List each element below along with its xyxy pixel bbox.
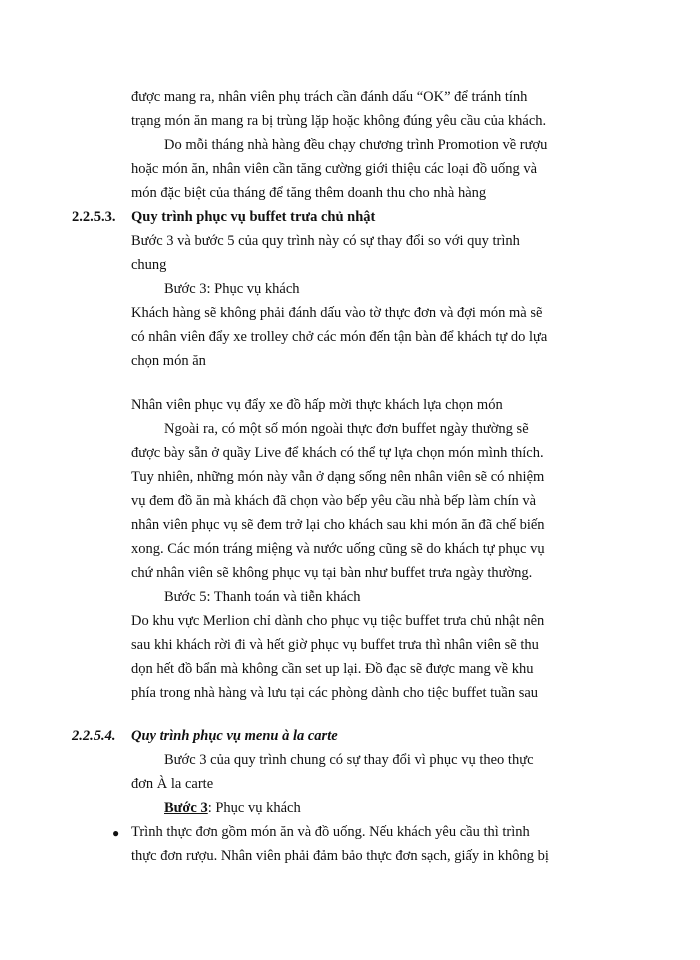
step-heading: Bước 3: Phục vụ khách bbox=[164, 281, 300, 297]
paragraph-line: chung bbox=[131, 257, 167, 273]
paragraph-line: món đặc biệt của tháng để tăng thêm doanh thu cho nhà hàng bbox=[131, 185, 487, 201]
paragraph-line: dọn hết đồ bẩn mà không cần set up lại. Đồ đạc sẽ được mang về khu bbox=[131, 661, 534, 677]
paragraph-line: Tuy nhiên, những món này vẫn ở dạng sống nên nhân viên sẽ có nhiệm bbox=[131, 469, 545, 485]
step-label: Bước 3 bbox=[164, 800, 208, 816]
paragraph-line: xong. Các món tráng miệng và nước uống cũng sẽ do khách tự phục vụ bbox=[131, 541, 545, 557]
step-heading-rest: : Phục vụ khách bbox=[207, 800, 301, 816]
paragraph-line: có nhân viên đẩy xe trolley chở các món đến tận bàn để khách tự do lựa bbox=[131, 329, 548, 345]
image-caption: Nhân viên phục vụ đẩy xe đồ hấp mời thực khách lựa chọn món bbox=[131, 397, 503, 413]
paragraph-line: chọn món ăn bbox=[131, 353, 206, 369]
section-title: Quy trình phục vụ menu à la carte bbox=[131, 728, 338, 744]
paragraph-line: sau khi khách rời đi và hết giờ phục vụ buffet trưa thì nhân viên sẽ thu bbox=[131, 637, 539, 653]
section-number: 2.2.5.3. bbox=[72, 209, 116, 225]
step-heading bbox=[164, 801, 301, 816]
paragraph-line: Khách hàng sẽ không phải đánh dấu vào tờ thực đơn và đợi món mà sẽ bbox=[131, 305, 543, 321]
paragraph-line: Do mỗi tháng nhà hàng đều chạy chương trình Promotion về rượu bbox=[164, 137, 548, 153]
section-title: Quy trình phục vụ buffet trưa chủ nhật bbox=[131, 209, 376, 225]
section-number: 2.2.5.4. bbox=[72, 728, 116, 744]
paragraph-line: nhân viên phục vụ sẽ đem trở lại cho khách sau khi món ăn đã chế biến bbox=[131, 517, 545, 533]
paragraph-line: chứ nhân viên sẽ không phục vụ tại bàn như buffet trưa ngày thường. bbox=[131, 565, 533, 581]
paragraph-line: đơn À la carte bbox=[131, 776, 214, 792]
paragraph-line: phía trong nhà hàng và lưu tại các phòng dành cho tiệc buffet tuần sau bbox=[131, 685, 539, 701]
paragraph-line: được bày sẵn ở quầy Live để khách có thể tự lựa chọn món mình thích. bbox=[131, 445, 544, 461]
paragraph-line: trạng món ăn mang ra bị trùng lặp hoặc không đúng yêu cầu của khách. bbox=[131, 113, 547, 129]
step-heading: Bước 5: Thanh toán và tiễn khách bbox=[164, 589, 361, 605]
paragraph-line: vụ đem đồ ăn mà khách đã chọn vào bếp yêu cầu nhà bếp làm chín và bbox=[131, 493, 537, 509]
paragraph-line: Bước 3 và bước 5 của quy trình này có sự thay đổi so với quy trình bbox=[131, 233, 520, 249]
paragraph-line: Bước 3 của quy trình chung có sự thay đổi vì phục vụ theo thực bbox=[164, 752, 534, 768]
list-item: Trình thực đơn gồm món ăn và đồ uống. Nếu khách yêu cầu thì trình bbox=[131, 824, 530, 840]
paragraph-line: Do khu vực Merlion chỉ dành cho phục vụ tiệc buffet trưa chủ nhật nên bbox=[131, 613, 545, 629]
paragraph-line: hoặc món ăn, nhân viên cần tăng cường giới thiệu các loại đồ uống và bbox=[131, 161, 538, 177]
bullet-icon: ● bbox=[112, 826, 120, 840]
paragraph-line: Ngoài ra, có một số món ngoài thực đơn buffet ngày thường sẽ bbox=[164, 421, 529, 437]
list-item: thực đơn rượu. Nhân viên phải đảm bảo thực đơn sạch, giấy in không bị bbox=[131, 848, 549, 864]
paragraph-line: được mang ra, nhân viên phụ trách cần đánh dấu “OK” để tránh tính bbox=[131, 89, 528, 105]
